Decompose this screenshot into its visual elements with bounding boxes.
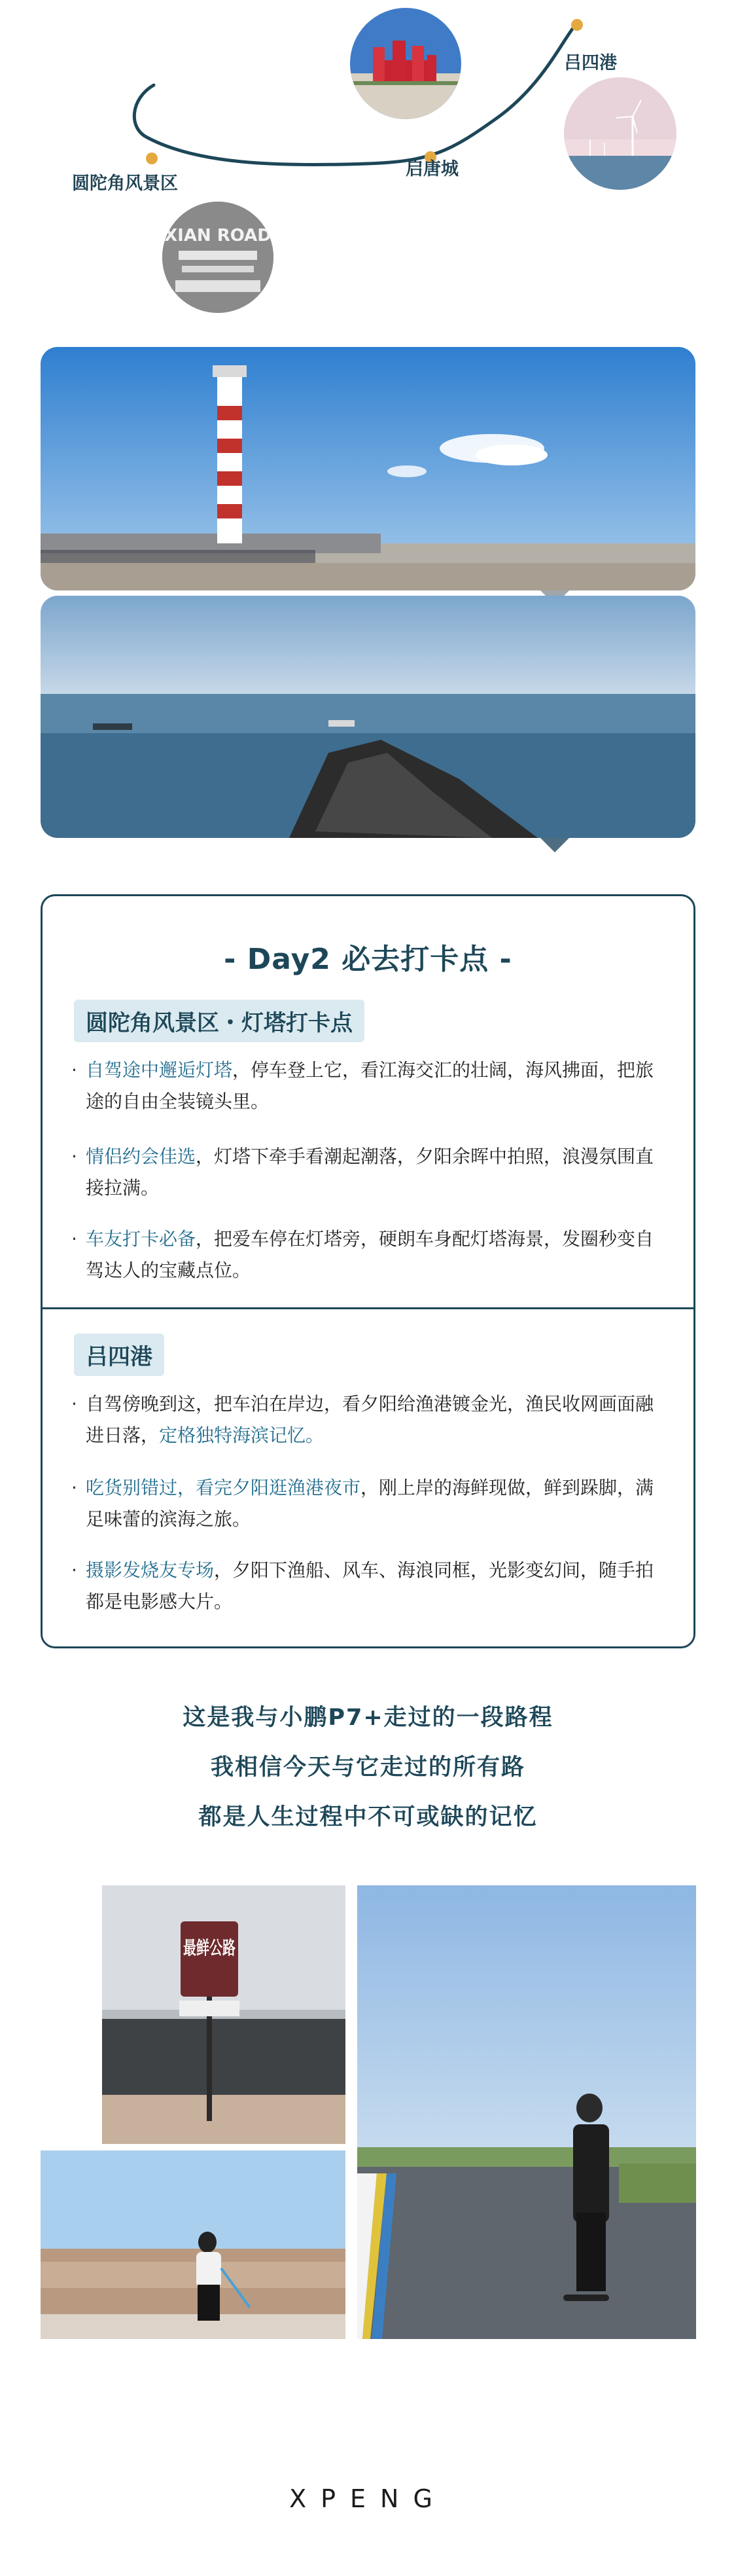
list-item [71,1555,661,1618]
section-tag-lvsigang: 吕四港 [74,1333,164,1376]
stop-dot-yuantuojiao [146,153,158,164]
photo-lighthouse [41,347,695,590]
bullet-dot: · [71,1228,77,1250]
item-text: 自驾傍晚到这，把车泊在岸边，看夕阳给渔港镀金光，渔民收网画面融进日落， [86,1393,654,1446]
bullet-dot: · [71,1477,77,1498]
list-item [71,1055,661,1117]
bullet-dot: · [71,1146,77,1167]
item-highlight: 车友打卡必备 [86,1228,196,1250]
list-item [71,1388,661,1451]
bullet-dot: · [71,1559,77,1581]
photo-skater [357,1885,696,2339]
photo-breakwater [41,596,695,838]
day2-title: - Day2 必去打卡点 - [224,943,512,976]
photo-road-marking [162,202,273,313]
item-text: ，灯塔下牵手看潮起潮落，夕阳余晖中拍照，浪漫氛围直接拉满。 [86,1146,654,1199]
stop-label-yuantuojiao: 圆陀角风景区 [72,173,178,194]
bullet-dot: · [71,1059,77,1081]
stop-dot-lvsigang [571,19,583,31]
item-text: ，停车登上它，看江海交汇的壮阔，海风拂面，把旅途的自由全装镜头里。 [86,1059,654,1112]
stop-label-lvsigang: 吕四港 [564,53,617,73]
road-sign-text: XIAN ROAD [164,226,272,245]
photo2-pointer [540,838,569,852]
list-item [71,1224,661,1286]
xpeng-logo: XPENG [289,2484,447,2513]
route-map [0,0,736,327]
item-text: ，夕阳下渔船、风车、海浪同框，光影变幻间，随手拍都是电影感大片。 [86,1559,654,1612]
quote-line-3: 都是人生过程中不可或缺的记忆 [198,1804,538,1830]
item-highlight: 情侣约会佳选 [86,1146,196,1167]
quote-line-1: 这是我与小鹏P7+走过的一段路程 [183,1705,553,1731]
item-highlight: 吃货别错过，看完夕阳逛渔港夜市 [86,1477,361,1498]
sign-text: 最鲜公路 [183,1937,236,1959]
bullet-dot: · [71,1393,77,1415]
item-highlight: 自驾途中邂逅灯塔 [86,1059,233,1081]
list-item [71,1472,661,1535]
quote-line-2: 我相信今天与它走过的所有路 [210,1754,525,1781]
section-tag-yuantuojiao: 圆陀角风景区・灯塔打卡点 [74,1000,364,1042]
stop-label-qitangcheng: 启唐城 [406,159,459,179]
photo-red-sculpture [350,8,461,119]
item-highlight: 定格独特海滨记忆。 [159,1424,324,1446]
photo-beach-walker [41,2150,345,2339]
item-highlight: 摄影发烧友专场 [86,1559,215,1581]
item-text: ，刚上岸的海鲜现做，鲜到跺脚，满足味蕾的滨海之旅。 [86,1477,654,1530]
list-item [71,1141,661,1204]
photo-wind-turbines [564,77,676,190]
day2-card [41,894,695,1648]
item-text: ，把爱车停在灯塔旁，硬朗车身配灯塔海景，发圈秒变自驾达人的宝藏点位。 [86,1228,654,1281]
section-divider [43,1307,693,1309]
photo-road-sign [102,1885,345,2144]
